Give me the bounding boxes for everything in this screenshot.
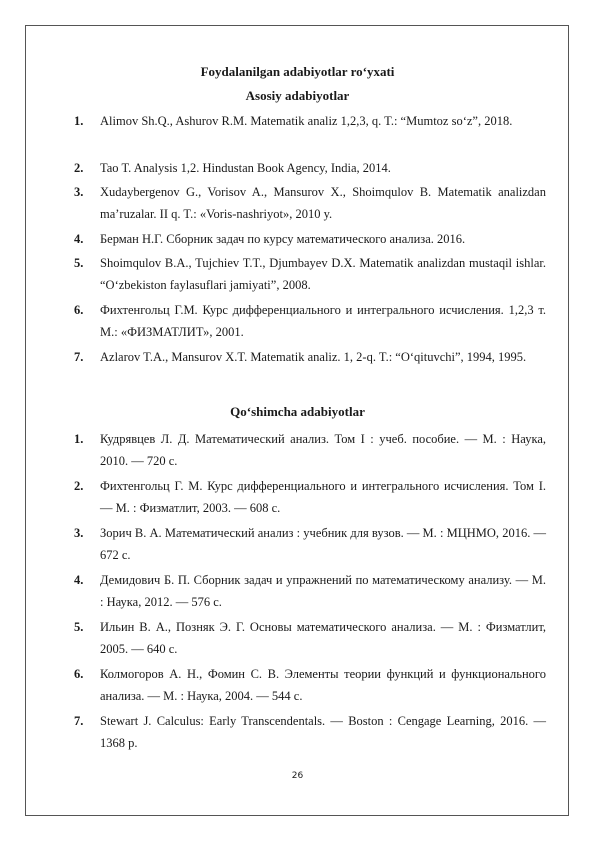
reference-number: 3. <box>74 185 84 199</box>
reference-item <box>74 110 546 132</box>
reference-text: Tao T. Analysis 1,2. Hindustan Book Agency, India, 2014. <box>100 161 391 175</box>
reference-number: 2. <box>74 161 84 175</box>
reference-text: Демидович Б. П. Сборник задач и упражнений по математическому анализу. — М. : Наука, 2012. — 576 с. <box>100 573 546 609</box>
reference-text: Stewart J. Calculus: Early Transcendentals. — Boston : Cengage Learning, 2016. — 1368 p. <box>100 714 546 750</box>
reference-item <box>74 228 546 250</box>
reference-item <box>74 663 546 707</box>
reference-text: Фихтенгольц Г. М. Курс дифференциального и интегрального исчисления. Том I. — М. : Физматлит, 2003. — 608 с. <box>100 479 546 515</box>
reference-number: 5. <box>74 256 84 270</box>
reference-number: 2. <box>74 479 84 493</box>
reference-item <box>74 522 546 566</box>
reference-text: Берман Н.Г. Сборник задач по курсу математического анализа. 2016. <box>100 232 466 246</box>
reference-number: 7. <box>74 714 84 728</box>
reference-number: 5. <box>74 620 84 634</box>
reference-text: Зорич В. А. Математический анализ : учебник для вузов. — М. : МЦНМО, 2016. — 672 с. <box>100 526 546 562</box>
reference-item <box>74 616 546 660</box>
reference-text: Xudaybergenov G., Vorisov A., Mansurov X., Shoimqulov B. Matematik analizdan ma’ruzalar. II q. T.: «Voris-nashriyot», 2010 y. <box>100 185 546 221</box>
reference-number: 1. <box>74 114 84 128</box>
reference-item <box>74 157 546 179</box>
reference-text: Alimov Sh.Q., Ashurov R.M. Matematik analiz 1,2,3, q. T.: “Mumtoz so‘z”, 2018. <box>100 114 513 128</box>
section-heading-extra: Qo‘shimcha adabiyotlar <box>230 404 365 419</box>
reference-text: Azlarov T.A., Mansurov X.T. Matematik analiz. 1, 2-q. T.: “O‘qituvchi”, 1994, 1995. <box>100 350 527 364</box>
reference-number: 7. <box>74 350 84 364</box>
reference-text: Ильин В. А., Позняк Э. Г. Основы математического анализа. — М. : Физматлит, 2005. — 640 с. <box>100 620 546 656</box>
reference-item <box>74 299 546 343</box>
reference-text: Колмогоров А. Н., Фомин С. В. Элементы теории функций и функционального анализа. — М. : Наука, 2004. — 544 с. <box>100 667 546 703</box>
reference-text: Shoimqulov B.A., Tujchiev T.T., Djumbayev D.X. Matematik analizdan mustaqil ishlar. “O‘zbekiston faylasuflari jamiyati”, 2008. <box>100 256 546 292</box>
reference-item <box>74 346 546 368</box>
section-heading-main: Asosiy adabiyotlar <box>245 88 350 103</box>
reference-number: 6. <box>74 303 84 317</box>
reference-number: 4. <box>74 573 84 587</box>
reference-number: 6. <box>74 667 84 681</box>
reference-number: 3. <box>74 526 84 540</box>
reference-item <box>74 428 546 472</box>
reference-item <box>74 569 546 613</box>
reference-text: Фихтенгольц Г.М. Курс дифференциального и интегрального исчисления. 1,2,3 т. М.: «ФИЗМАТЛИТ», 2001. <box>100 303 546 339</box>
reference-text: Кудрявцев Л. Д. Математический анализ. Том I : учеб. пособие. — М. : Наука, 2010. — 720 с. <box>100 432 546 468</box>
page-title: Foydalanilgan adabiyotlar ro‘yxati <box>200 64 395 79</box>
reference-item <box>74 475 546 519</box>
page-number: 26 <box>291 771 304 781</box>
reference-item <box>74 710 546 754</box>
reference-number: 4. <box>74 232 84 246</box>
reference-number: 1. <box>74 432 84 446</box>
reference-item <box>74 181 546 225</box>
reference-item <box>74 252 546 296</box>
